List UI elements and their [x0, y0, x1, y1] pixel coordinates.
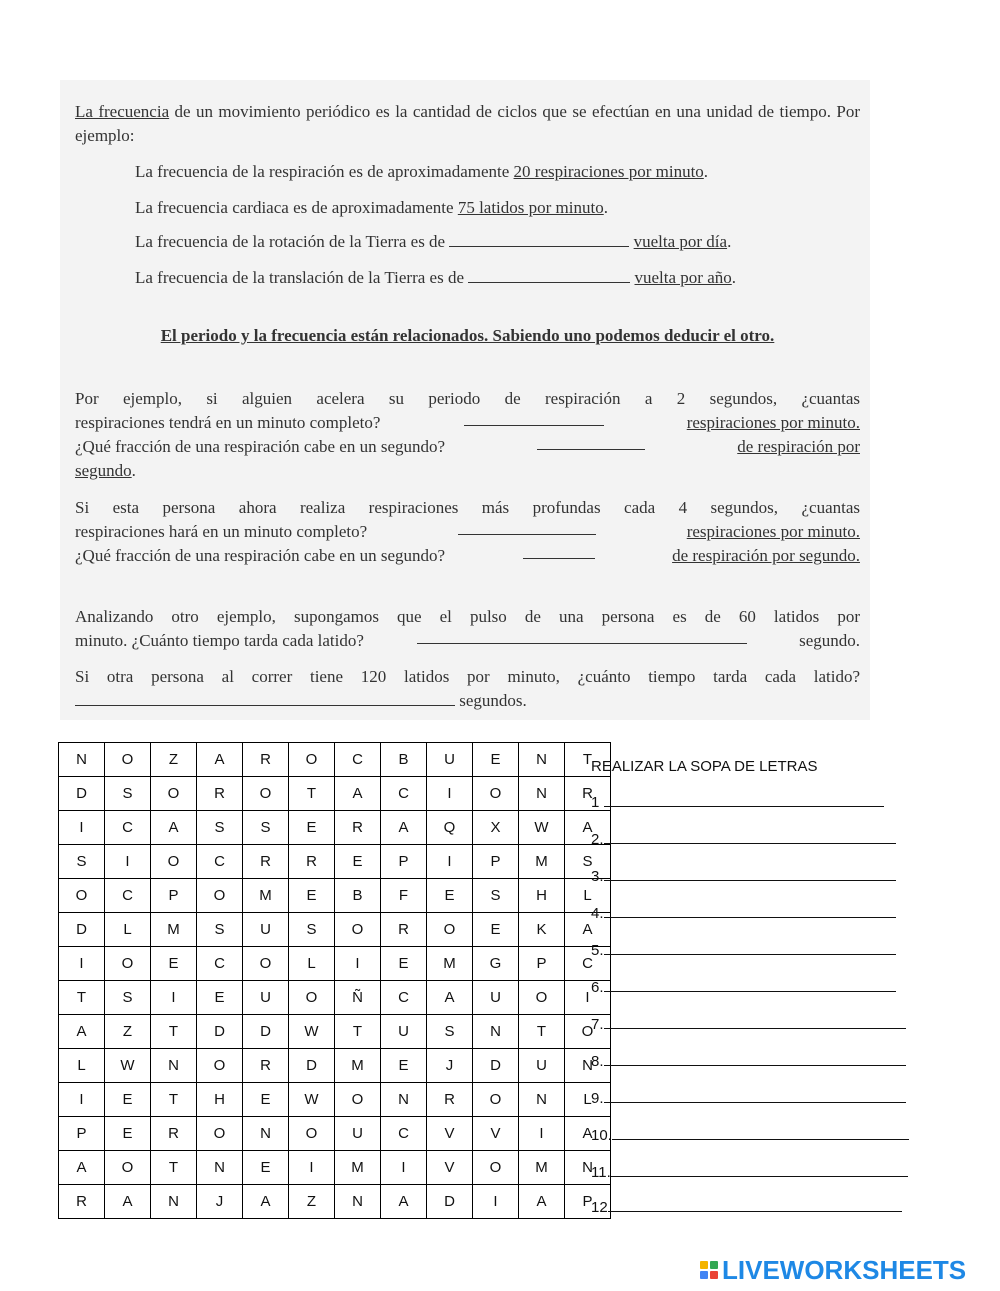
example-4-blank[interactable] — [468, 268, 630, 283]
example-3-period: . — [727, 232, 732, 251]
answer-line-6 — [591, 979, 896, 996]
grid-cell[interactable]: R — [289, 845, 335, 879]
grid-cell[interactable]: V — [427, 1117, 473, 1151]
grid-cell[interactable]: U — [519, 1049, 565, 1083]
grid-row — [59, 879, 611, 913]
grid-cell[interactable]: T — [335, 1015, 381, 1049]
grid-cell[interactable]: B — [381, 743, 427, 777]
example-1-period: . — [703, 162, 709, 181]
grid-cell[interactable]: R — [565, 777, 611, 811]
grid-cell[interactable]: E — [289, 879, 335, 913]
para2-unit2: de respiración por segundo. — [672, 546, 860, 565]
grid-cell[interactable]: N — [565, 1151, 611, 1185]
grid-cell[interactable]: I — [105, 845, 151, 879]
grid-cell[interactable]: K — [519, 913, 565, 947]
grid-cell[interactable]: M — [519, 1151, 565, 1185]
grid-cell[interactable]: S — [105, 777, 151, 811]
example-2 — [135, 196, 608, 220]
answer-blank[interactable] — [604, 905, 896, 918]
grid-cell[interactable]: C — [381, 777, 427, 811]
para1-answer2-blank[interactable] — [537, 435, 645, 450]
grid-cell[interactable]: R — [381, 913, 427, 947]
grid-cell[interactable]: N — [151, 1185, 197, 1219]
grid-cell[interactable]: O — [243, 777, 289, 811]
grid-cell[interactable]: I — [335, 947, 381, 981]
para3-answer-blank[interactable] — [417, 629, 747, 644]
grid-cell[interactable]: E — [381, 947, 427, 981]
grid-cell[interactable]: R — [243, 743, 289, 777]
grid-cell[interactable]: Z — [105, 1015, 151, 1049]
grid-cell[interactable]: I — [565, 981, 611, 1015]
grid-cell[interactable]: L — [289, 947, 335, 981]
example-3-blank[interactable] — [449, 232, 629, 247]
grid-cell[interactable]: O — [197, 1049, 243, 1083]
grid-cell[interactable]: M — [519, 845, 565, 879]
grid-cell[interactable]: O — [473, 777, 519, 811]
para3-unit: segundo. — [799, 631, 860, 650]
answer-line-10 — [591, 1127, 909, 1144]
grid-row — [59, 1049, 611, 1083]
grid-cell[interactable]: J — [197, 1185, 243, 1219]
grid-cell[interactable]: C — [381, 981, 427, 1015]
grid-cell[interactable]: C — [105, 811, 151, 845]
para1-period: . — [131, 461, 136, 480]
answer-number: 5. — [591, 942, 604, 959]
grid-cell[interactable]: A — [59, 1151, 105, 1185]
answer-line-11 — [591, 1164, 908, 1181]
answer-number: 2. — [591, 831, 604, 848]
grid-cell[interactable]: O — [427, 913, 473, 947]
grid-cell[interactable]: O — [105, 743, 151, 777]
grid-row — [59, 947, 611, 981]
grid-cell[interactable]: E — [243, 1151, 289, 1185]
grid-cell[interactable]: C — [105, 879, 151, 913]
grid-cell[interactable]: C — [197, 845, 243, 879]
answer-blank[interactable] — [604, 831, 896, 844]
grid-row — [59, 845, 611, 879]
grid-cell[interactable]: A — [519, 1185, 565, 1219]
grid-cell[interactable]: S — [197, 913, 243, 947]
answer-line-12 — [591, 1199, 902, 1216]
answer-line-2 — [591, 831, 896, 848]
grid-cell[interactable]: T — [151, 1015, 197, 1049]
grid-cell[interactable]: I — [151, 981, 197, 1015]
para2-answer2-blank[interactable] — [523, 544, 595, 559]
grid-cell[interactable]: L — [105, 913, 151, 947]
grid-cell[interactable]: A — [151, 811, 197, 845]
grid-cell[interactable]: A — [565, 913, 611, 947]
grid-cell[interactable]: D — [59, 913, 105, 947]
grid-row — [59, 1117, 611, 1151]
grid-cell[interactable]: T — [151, 1083, 197, 1117]
answer-blank[interactable] — [604, 1016, 906, 1029]
example-4-answer: vuelta por año — [634, 268, 732, 287]
grid-cell[interactable]: I — [473, 1185, 519, 1219]
grid-cell[interactable]: W — [519, 811, 565, 845]
grid-cell[interactable]: N — [473, 1015, 519, 1049]
para1-question2: ¿Qué fracción de una respiración cabe en un segundo? — [75, 437, 446, 456]
example-4-text: La frecuencia de la translación de la Tierra es de — [135, 268, 464, 287]
grid-cell[interactable]: O — [105, 1151, 151, 1185]
logo-text: LIVEWORKSHEETS — [722, 1254, 967, 1285]
grid-row — [59, 777, 611, 811]
grid-cell[interactable]: E — [151, 947, 197, 981]
answer-number: 3. — [591, 868, 604, 885]
grid-cell[interactable]: S — [289, 913, 335, 947]
grid-cell[interactable]: R — [335, 811, 381, 845]
grid-cell[interactable]: O — [197, 879, 243, 913]
example-3 — [135, 230, 731, 254]
grid-cell[interactable]: O — [519, 981, 565, 1015]
grid-cell[interactable]: E — [105, 1117, 151, 1151]
grid-cell[interactable]: Ñ — [335, 981, 381, 1015]
grid-cell[interactable]: H — [519, 879, 565, 913]
intro-text: de un movimiento periódico es la cantidad de ciclos que se efectúan en una unidad de tiempo. Por ejemplo: — [75, 102, 861, 145]
grid-cell[interactable]: R — [59, 1185, 105, 1219]
grid-cell[interactable]: A — [565, 811, 611, 845]
answer-number: 6. — [591, 979, 604, 996]
grid-cell[interactable]: S — [197, 811, 243, 845]
grid-cell[interactable]: E — [335, 845, 381, 879]
grid-cell[interactable]: O — [289, 743, 335, 777]
grid-cell[interactable]: E — [473, 913, 519, 947]
grid-row — [59, 743, 611, 777]
grid-cell[interactable]: N — [565, 1049, 611, 1083]
grid-cell[interactable]: S — [59, 845, 105, 879]
grid-cell[interactable]: N — [519, 777, 565, 811]
grid-cell[interactable]: T — [289, 777, 335, 811]
para2-question1: respiraciones hará en un minuto completo? — [75, 522, 368, 541]
logo-square-4 — [710, 1271, 718, 1279]
grid-cell[interactable]: L — [59, 1049, 105, 1083]
grid-cell[interactable]: I — [519, 1117, 565, 1151]
example-3-answer: vuelta por día — [633, 232, 728, 251]
example-1-answer: 20 respiraciones por minuto — [513, 162, 704, 181]
para1-line4 — [75, 459, 136, 483]
answer-line-7 — [591, 1016, 906, 1033]
grid-cell[interactable]: X — [473, 811, 519, 845]
grid-cell[interactable]: G — [473, 947, 519, 981]
grid-cell[interactable]: C — [335, 743, 381, 777]
grid-cell[interactable]: C — [565, 947, 611, 981]
grid-cell[interactable]: N — [59, 743, 105, 777]
grid-cell[interactable]: R — [243, 1049, 289, 1083]
grid-cell[interactable]: E — [105, 1083, 151, 1117]
grid-cell[interactable]: I — [59, 947, 105, 981]
answer-number: 4. — [591, 905, 604, 922]
example-1-text: La frecuencia de la respiración es de aproximadamente — [135, 162, 510, 181]
grid-cell[interactable]: N — [243, 1117, 289, 1151]
answer-line-4 — [591, 905, 896, 922]
grid-cell[interactable]: U — [243, 981, 289, 1015]
wordsearch-title: REALIZAR LA SOPA DE LETRAS — [591, 758, 818, 775]
grid-row — [59, 913, 611, 947]
intro-line-1 — [75, 100, 860, 148]
grid-row — [59, 1015, 611, 1049]
grid-cell[interactable]: D — [427, 1185, 473, 1219]
grid-cell[interactable]: R — [243, 845, 289, 879]
answer-line-3 — [591, 868, 896, 885]
grid-cell[interactable]: I — [381, 1151, 427, 1185]
grid-cell[interactable]: A — [565, 1117, 611, 1151]
grid-cell[interactable]: O — [289, 1117, 335, 1151]
grid-cell[interactable]: D — [473, 1049, 519, 1083]
grid-cell[interactable]: P — [151, 879, 197, 913]
grid-cell[interactable]: O — [565, 1015, 611, 1049]
grid-cell[interactable]: A — [427, 981, 473, 1015]
para2-question2: ¿Qué fracción de una respiración cabe en un segundo? — [75, 546, 446, 565]
grid-cell[interactable]: I — [427, 777, 473, 811]
grid-cell[interactable]: I — [427, 845, 473, 879]
relation-heading: El periodo y la frecuencia están relacionados. Sabiendo uno podemos deducir el otro. — [160, 326, 775, 345]
grid-cell[interactable]: S — [473, 879, 519, 913]
grid-row — [59, 811, 611, 845]
grid-cell[interactable]: T — [59, 981, 105, 1015]
answer-blank[interactable] — [604, 868, 896, 881]
grid-cell[interactable]: E — [197, 981, 243, 1015]
grid-cell[interactable]: D — [59, 777, 105, 811]
grid-cell[interactable]: E — [381, 1049, 427, 1083]
grid-cell[interactable]: N — [381, 1083, 427, 1117]
para1-unit1: respiraciones por minuto. — [686, 413, 860, 432]
answer-line-8 — [591, 1053, 906, 1070]
grid-cell[interactable]: B — [335, 879, 381, 913]
grid-cell[interactable]: O — [197, 1117, 243, 1151]
grid-cell[interactable]: U — [381, 1015, 427, 1049]
logo-square-1 — [700, 1261, 708, 1269]
para1-line1: Por ejemplo, si alguien acelera su periodo de respiración a 2 segundos, ¿cuantas — [75, 389, 860, 408]
logo-square-2 — [710, 1261, 718, 1269]
answer-number: 10. — [591, 1127, 612, 1144]
answer-line-1 — [591, 794, 884, 811]
grid-cell[interactable]: J — [427, 1049, 473, 1083]
grid-cell[interactable]: S — [105, 981, 151, 1015]
grid-cell[interactable]: P — [381, 845, 427, 879]
grid-cell[interactable]: P — [59, 1117, 105, 1151]
answer-number: 1 — [591, 794, 604, 811]
grid-cell[interactable]: A — [335, 777, 381, 811]
grid-cell[interactable]: D — [289, 1049, 335, 1083]
grid-cell[interactable]: I — [59, 1083, 105, 1117]
para4-answer-blank[interactable] — [75, 691, 455, 706]
para3-line2 — [75, 629, 860, 653]
answer-line-5 — [591, 942, 896, 959]
grid-cell[interactable]: E — [243, 1083, 289, 1117]
grid-cell[interactable]: U — [335, 1117, 381, 1151]
para1-line3 — [75, 435, 860, 459]
grid-cell[interactable]: N — [151, 1049, 197, 1083]
grid-cell[interactable]: I — [289, 1151, 335, 1185]
grid-cell[interactable]: O — [473, 1151, 519, 1185]
logo-square-3 — [700, 1271, 708, 1279]
word-search-grid — [58, 742, 611, 1219]
para4-line2 — [75, 689, 527, 713]
answer-number: 9. — [591, 1090, 604, 1107]
logo-icon — [700, 1261, 718, 1279]
answer-blank[interactable] — [608, 1199, 902, 1212]
grid-cell[interactable]: A — [381, 1185, 427, 1219]
grid-cell[interactable]: F — [381, 879, 427, 913]
grid-cell[interactable]: N — [519, 743, 565, 777]
grid-cell[interactable]: M — [335, 1151, 381, 1185]
example-3-text: La frecuencia de la rotación de la Tierra es de — [135, 232, 446, 251]
grid-cell[interactable]: P — [473, 845, 519, 879]
grid-cell[interactable]: H — [197, 1083, 243, 1117]
grid-cell[interactable]: U — [473, 981, 519, 1015]
para4-line1: Si otra persona al correr tiene 120 latidos por minuto, ¿cuánto tiempo tarda cada latido? — [75, 667, 860, 686]
grid-cell[interactable]: N — [197, 1151, 243, 1185]
grid-row — [59, 1083, 611, 1117]
example-2-text: La frecuencia cardiaca es de aproximadamente — [135, 198, 454, 217]
grid-cell[interactable]: C — [381, 1117, 427, 1151]
para1-answer1-blank[interactable] — [464, 411, 604, 426]
grid-cell[interactable]: O — [105, 947, 151, 981]
grid-cell[interactable]: T — [151, 1151, 197, 1185]
liveworksheets-logo — [700, 1255, 966, 1285]
answer-blank[interactable] — [604, 1090, 906, 1103]
para2-unit1: respiraciones por minuto. — [686, 522, 860, 541]
example-4 — [135, 266, 736, 290]
grid-cell[interactable]: V — [427, 1151, 473, 1185]
answer-line-9 — [591, 1090, 906, 1107]
grid-row — [59, 1185, 611, 1219]
grid-row — [59, 1151, 611, 1185]
grid-cell[interactable]: D — [243, 1015, 289, 1049]
grid-cell[interactable]: Q — [427, 811, 473, 845]
grid-cell[interactable]: S — [427, 1015, 473, 1049]
grid-cell[interactable]: W — [289, 1083, 335, 1117]
grid-row — [59, 981, 611, 1015]
para1-question1: respiraciones tendrá en un minuto completo? — [75, 413, 381, 432]
answer-blank[interactable] — [604, 794, 884, 807]
grid-cell[interactable]: V — [473, 1117, 519, 1151]
grid-cell[interactable]: O — [335, 1083, 381, 1117]
grid-cell[interactable]: A — [243, 1185, 289, 1219]
grid-cell[interactable]: D — [197, 1015, 243, 1049]
grid-cell[interactable]: S — [243, 811, 289, 845]
grid-cell[interactable]: O — [151, 845, 197, 879]
grid-cell[interactable]: M — [243, 879, 289, 913]
grid-cell[interactable]: A — [59, 1015, 105, 1049]
grid-cell[interactable]: E — [473, 743, 519, 777]
grid-cell[interactable]: C — [197, 947, 243, 981]
answer-number: 8. — [591, 1053, 604, 1070]
para4-unit: segundos. — [459, 691, 527, 710]
grid-cell[interactable]: Z — [289, 1185, 335, 1219]
para3-line1: Analizando otro ejemplo, supongamos que el pulso de una persona es de 60 latidos por — [75, 607, 860, 626]
grid-cell[interactable]: O — [243, 947, 289, 981]
grid-cell[interactable]: W — [105, 1049, 151, 1083]
para2-line1: Si esta persona ahora realiza respiraciones más profundas cada 4 segundos, ¿cuantas — [75, 498, 860, 517]
grid-cell[interactable]: E — [289, 811, 335, 845]
example-2-answer: 75 latidos por minuto — [457, 198, 604, 217]
grid-cell[interactable]: E — [427, 879, 473, 913]
grid-cell[interactable]: U — [427, 743, 473, 777]
grid-cell[interactable]: L — [565, 879, 611, 913]
grid-cell[interactable]: U — [243, 913, 289, 947]
example-2-period: . — [603, 198, 608, 217]
grid-cell[interactable]: O — [335, 913, 381, 947]
para1-line2 — [75, 411, 860, 435]
grid-cell[interactable]: R — [151, 1117, 197, 1151]
grid-cell[interactable]: O — [59, 879, 105, 913]
answer-blank[interactable] — [604, 942, 896, 955]
grid-cell[interactable]: W — [289, 1015, 335, 1049]
intro-term: La frecuencia — [75, 102, 170, 121]
grid-cell[interactable]: M — [427, 947, 473, 981]
grid-cell[interactable]: N — [519, 1083, 565, 1117]
grid-cell[interactable]: M — [151, 913, 197, 947]
para3-question: minuto. ¿Cuánto tiempo tarda cada latido? — [75, 631, 364, 650]
grid-cell[interactable]: P — [519, 947, 565, 981]
grid-cell[interactable]: R — [427, 1083, 473, 1117]
grid-cell[interactable]: A — [105, 1185, 151, 1219]
answer-number: 11. — [591, 1164, 611, 1181]
grid-cell[interactable]: M — [335, 1049, 381, 1083]
grid-cell[interactable]: I — [59, 811, 105, 845]
answer-blank[interactable] — [612, 1127, 909, 1140]
para1-unit2: de respiración por — [737, 437, 860, 456]
example-1 — [135, 160, 708, 184]
answer-blank[interactable] — [611, 1164, 908, 1177]
answer-blank[interactable] — [604, 979, 896, 992]
grid-cell[interactable]: Z — [151, 743, 197, 777]
grid-cell[interactable]: O — [289, 981, 335, 1015]
para2-line2 — [75, 520, 860, 544]
grid-cell[interactable]: O — [473, 1083, 519, 1117]
grid-cell[interactable]: N — [335, 1185, 381, 1219]
para2-answer1-blank[interactable] — [458, 520, 596, 535]
grid-cell[interactable]: A — [197, 743, 243, 777]
para1-unit2-cont: segundo — [75, 461, 132, 480]
answer-number: 7. — [591, 1016, 604, 1033]
grid-cell[interactable]: R — [197, 777, 243, 811]
grid-cell[interactable]: L — [565, 1083, 611, 1117]
para2-line3 — [75, 544, 860, 568]
grid-cell[interactable]: A — [381, 811, 427, 845]
answer-number: 12 — [591, 1199, 608, 1216]
grid-cell[interactable]: P — [565, 1185, 611, 1219]
answer-blank[interactable] — [604, 1053, 906, 1066]
grid-cell[interactable]: O — [151, 777, 197, 811]
example-4-period: . — [731, 268, 736, 287]
grid-cell[interactable]: T — [565, 743, 611, 777]
grid-cell[interactable]: S — [565, 845, 611, 879]
grid-cell[interactable]: T — [519, 1015, 565, 1049]
